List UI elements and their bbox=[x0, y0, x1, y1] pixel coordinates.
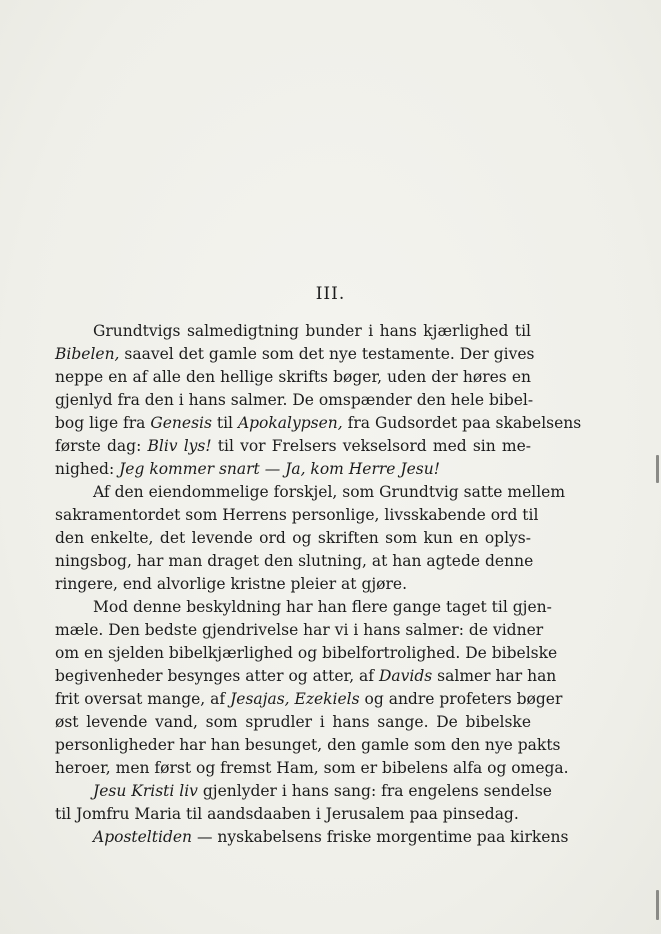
text-line bbox=[55, 826, 569, 849]
text-segment: neppe en af alle den hellige skrifts bøger, uden der høres en bbox=[55, 368, 531, 386]
text-line bbox=[55, 504, 539, 527]
body-text bbox=[55, 320, 582, 849]
text-segment: bog lige fra bbox=[55, 414, 151, 432]
text-line bbox=[55, 619, 544, 642]
text-segment: ringere, end alvorlige kristne pleier at gjøre. bbox=[55, 575, 408, 593]
text-segment: heroer, men først og fremst Ham, som er bibelens alfa og omega. bbox=[55, 759, 569, 777]
italic-text: Aposteltiden bbox=[93, 828, 193, 846]
text-line bbox=[55, 688, 563, 711]
text-line bbox=[55, 458, 531, 481]
text-line bbox=[55, 780, 552, 803]
text-line bbox=[55, 734, 561, 757]
text-segment: personligheder har han besunget, den gamle som den nye pakts bbox=[55, 736, 561, 754]
text-line bbox=[55, 320, 531, 343]
text-segment: den enkelte, det levende ord og skriften som kun en oplys- bbox=[55, 529, 531, 547]
text-line bbox=[55, 481, 566, 504]
text-segment: begivenheder besynges atter og atter, af bbox=[55, 667, 379, 685]
text-segment: nighed: bbox=[55, 460, 120, 478]
text-segment: Mod denne beskyldning har han flere gange taget til gjen- bbox=[93, 598, 552, 616]
italic-text: Jeg kommer snart — Ja, kom Herre Jesu! bbox=[119, 460, 440, 478]
text-segment: Grundtvigs salmedigtning bunder i hans kjærlighed til bbox=[93, 322, 531, 340]
text-segment: Af den eiendommelige forskjel, som Grundtvig satte mellem bbox=[93, 483, 566, 501]
text-segment: gjenlyder i hans sang: fra engelens sendelse bbox=[197, 782, 552, 800]
text-line bbox=[55, 665, 557, 688]
text-segment: og andre profeters bøger bbox=[359, 690, 563, 708]
text-segment: første dag: bbox=[55, 437, 148, 455]
italic-text: Apokalypsen, bbox=[237, 414, 343, 432]
text-line bbox=[55, 412, 582, 435]
text-segment: mæle. Den bedste gjendrivelse har vi i hans salmer: de vidner bbox=[55, 621, 544, 639]
text-segment: til Jomfru Maria til aandsdaaben i Jerusalem paa pinsedag. bbox=[55, 805, 519, 823]
text-line bbox=[55, 343, 535, 366]
text-line bbox=[55, 550, 534, 573]
text-segment: til vor Frelsers vekselsord med sin me- bbox=[211, 437, 532, 455]
text-segment: salmer har han bbox=[432, 667, 557, 685]
text-segment: frit oversat mange, af bbox=[55, 690, 231, 708]
text-segment: sakramentordet som Herrens personlige, livsskabende ord til bbox=[55, 506, 539, 524]
italic-text: Davids bbox=[378, 667, 433, 685]
text-segment: fra Gudsordet paa skabelsens bbox=[342, 414, 582, 432]
text-line bbox=[55, 389, 534, 412]
text-line bbox=[55, 573, 531, 596]
text-segment: øst levende vand, som sprudler i hans sange. De bibelske bbox=[55, 713, 531, 731]
text-segment: gjenlyd fra den i hans salmer. De omspænder den hele bibel- bbox=[55, 391, 534, 409]
text-line bbox=[55, 527, 531, 550]
text-line bbox=[55, 435, 531, 458]
text-line bbox=[55, 757, 569, 780]
text-segment: om en sjelden bibelkjærlighed og bibelfortrolighed. De bibelske bbox=[55, 644, 558, 662]
text-line bbox=[55, 803, 531, 826]
chapter-heading: III. bbox=[315, 284, 346, 304]
text-line bbox=[55, 711, 531, 734]
text-line bbox=[55, 366, 531, 389]
text-segment: — nyskabelsens friske morgentime paa kirkens bbox=[192, 828, 569, 846]
italic-text: Bibelen, bbox=[55, 345, 120, 363]
page-edge-mark bbox=[656, 455, 659, 483]
text-segment: ningsbog, har man draget den slutning, at han agtede denne bbox=[55, 552, 534, 570]
text-line bbox=[55, 596, 552, 619]
page-edge-mark bbox=[656, 890, 659, 920]
italic-text: Genesis bbox=[150, 414, 212, 432]
italic-text: Bliv lys! bbox=[147, 437, 212, 455]
text-line bbox=[55, 642, 558, 665]
italic-text: Jesajas, Ezekiels bbox=[230, 690, 360, 708]
italic-text: Jesu Kristi liv bbox=[93, 782, 198, 800]
text-segment: saavel det gamle som det nye testamente. Der gives bbox=[119, 345, 535, 363]
text-segment: til bbox=[211, 414, 238, 432]
